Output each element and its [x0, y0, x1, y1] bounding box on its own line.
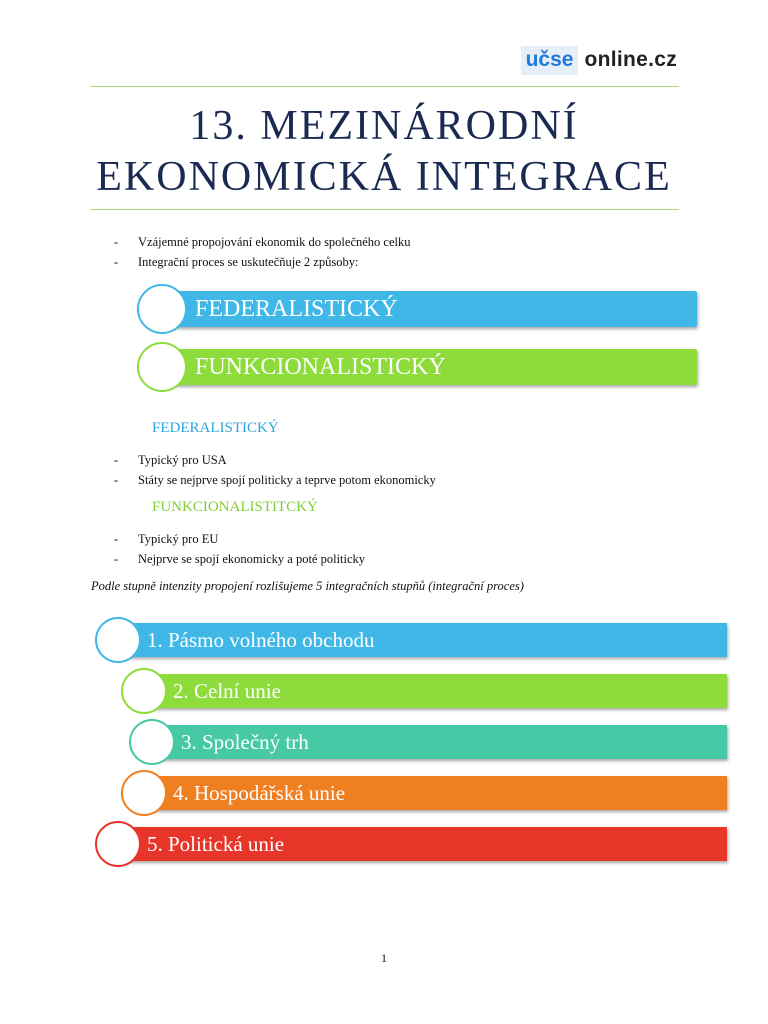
- list-item: - Typický pro EU: [114, 529, 365, 549]
- title-rule-bottom: [90, 209, 679, 210]
- federalist-list: [114, 450, 436, 490]
- approach-label: FUNKCIONALISTICKÝ: [195, 354, 446, 380]
- logo-part-ucse: učse: [521, 46, 579, 75]
- title-line-1: 13. MEZINÁRODNÍ: [189, 103, 579, 149]
- approach-bar-functionalist: [161, 349, 697, 385]
- approaches-diagram: [137, 284, 697, 394]
- site-logo[interactable]: [521, 44, 677, 76]
- logo-part-online: online.cz: [584, 48, 677, 71]
- approach-bar-federalist: [161, 291, 697, 327]
- stage-circle-2: [121, 668, 167, 714]
- stage-label: 1. Pásmo volného obchodu: [147, 628, 375, 652]
- intensity-note: Podle stupně intenzity propojení rozlišujeme 5 integračních stupňů (integrační proces): [91, 579, 524, 593]
- stage-circle-4: [121, 770, 167, 816]
- stage-bar-5: [118, 827, 727, 861]
- stage-bar-3: [152, 725, 727, 759]
- page-number: 1: [381, 951, 387, 965]
- title-rule-top: [90, 86, 679, 87]
- stage-circle-1: [95, 617, 141, 663]
- stage-label: 2. Celní unie: [173, 679, 281, 703]
- functionalist-heading: FUNKCIONALISTITCKÝ: [152, 499, 318, 515]
- stage-bar-2: [144, 674, 727, 708]
- list-item: - Státy se nejprve spojí politicky a teprve potom ekonomicky: [114, 470, 436, 490]
- circle-marker: [137, 284, 187, 334]
- title-line-2: EKONOMICKÁ INTEGRACE: [96, 154, 672, 200]
- list-item: - Vzájemné propojování ekonomik do společného celku: [114, 232, 411, 252]
- list-item: - Nejprve se spojí ekonomicky a poté politicky: [114, 549, 365, 569]
- stage-label: 3. Společný trh: [181, 730, 309, 754]
- stage-bar-1: [118, 623, 727, 657]
- stage-circle-3: [129, 719, 175, 765]
- intro-list: [114, 232, 411, 272]
- list-item: - Typický pro USA: [114, 450, 436, 470]
- stage-label: 5. Politická unie: [147, 832, 285, 856]
- functionalist-list: [114, 529, 365, 569]
- list-item: - Integrační proces se uskutečňuje 2 způsoby:: [114, 252, 411, 272]
- stage-label: 4. Hospodářská unie: [173, 781, 346, 805]
- approach-label: FEDERALISTICKÝ: [195, 296, 398, 322]
- federalist-heading: FEDERALISTICKÝ: [152, 420, 279, 436]
- circle-marker: [137, 342, 187, 392]
- stage-bar-4: [144, 776, 727, 810]
- page-title: [60, 101, 708, 203]
- stage-circle-5: [95, 821, 141, 867]
